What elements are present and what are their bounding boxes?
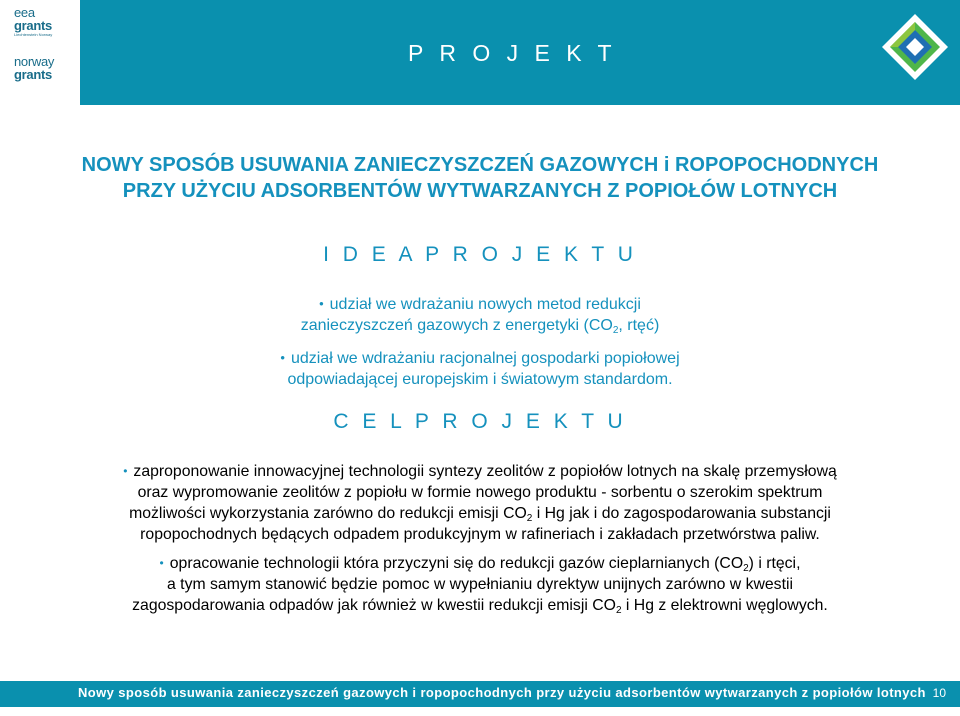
bullet-dot-icon: • [319,296,324,311]
norway-logo-word: norway [14,54,55,69]
idea-bullet-2: • udział we wdrażaniu racjonalnej gospodarki popiołowej odpowiadającej europejskim i światowym standardom. [280,350,680,388]
footer-text: Nowy sposób usuwania zanieczyszczeń gazowych i ropopochodnych przy użyciu adsorbentów wytwarzanych z popiołów lotnych [78,685,926,700]
diamond-logo-icon [880,12,950,82]
bullet-dot-icon: • [123,464,128,478]
idea-section-title: I D E A P R O J E K T U [323,243,637,266]
header-title: P R O J E K T [408,40,617,66]
eea-logo-grants: grants [14,18,52,33]
idea-bullet-1: • udział we wdrażaniu nowych metod redukcji zanieczyszczeń gazowych z energetyki ($CO_2$, rtęć) [300,296,660,336]
cel-paragraph-1: • zaproponowanie innowacyjnej technologii syntezy zeolitów z popiołów lotnych na skalę przemysłową oraz wypromowanie zeolitów z popiołu w formie nowego produktu - sorbentu o szerokim spektrum możliwości wykorzystania zarówno do redukcji emisji $CO_2$ i Hg jak i do zagospodarowania substancji ropopochodnych będących odpadem produkcyjnym w rafineriach i zakładach przetwórstwa paliw. [123,463,837,543]
logo-panel [0,0,80,105]
eea-logo-word: eea [14,5,35,20]
main-title [0,152,960,204]
bullet-dot-icon: • [280,350,285,365]
norway-logo-grants: grants [14,67,52,82]
page-number: 10 [932,686,946,700]
bullet-dot-icon: • [159,556,164,570]
cel-section-title: C E L P R O J E K T U [333,410,627,433]
main-title-line1: NOWY SPOSÓB USUWANIA ZANIECZYSZCZEŃ GAZOWYCH i ROPOPOCHODNYCH [81,154,879,176]
eea-logo-subtitle: Liechtenstein Norway [14,32,53,37]
cel-paragraph-2: • opracowanie technologii która przyczyni się do redukcji gazów cieplarnianych $(CO_2)$ i rtęci, a tym samym stanowić będzie pomoc w wypełnianiu dyrektyw unijnych zarówno w kwestii zagospodarowania odpadów jak również w kwestii redukcji emisji $CO_2$ i Hg z elektrowni węglowych. [132,555,828,616]
eea-grants-logo [14,6,70,50]
footer-bar [0,681,960,707]
norway-grants-logo [14,55,70,99]
main-title-line2: PRZY UŻYCIU ADSORBENTÓW WYTWARZANYCH Z POPIOŁÓW LOTNYCH [122,180,838,202]
